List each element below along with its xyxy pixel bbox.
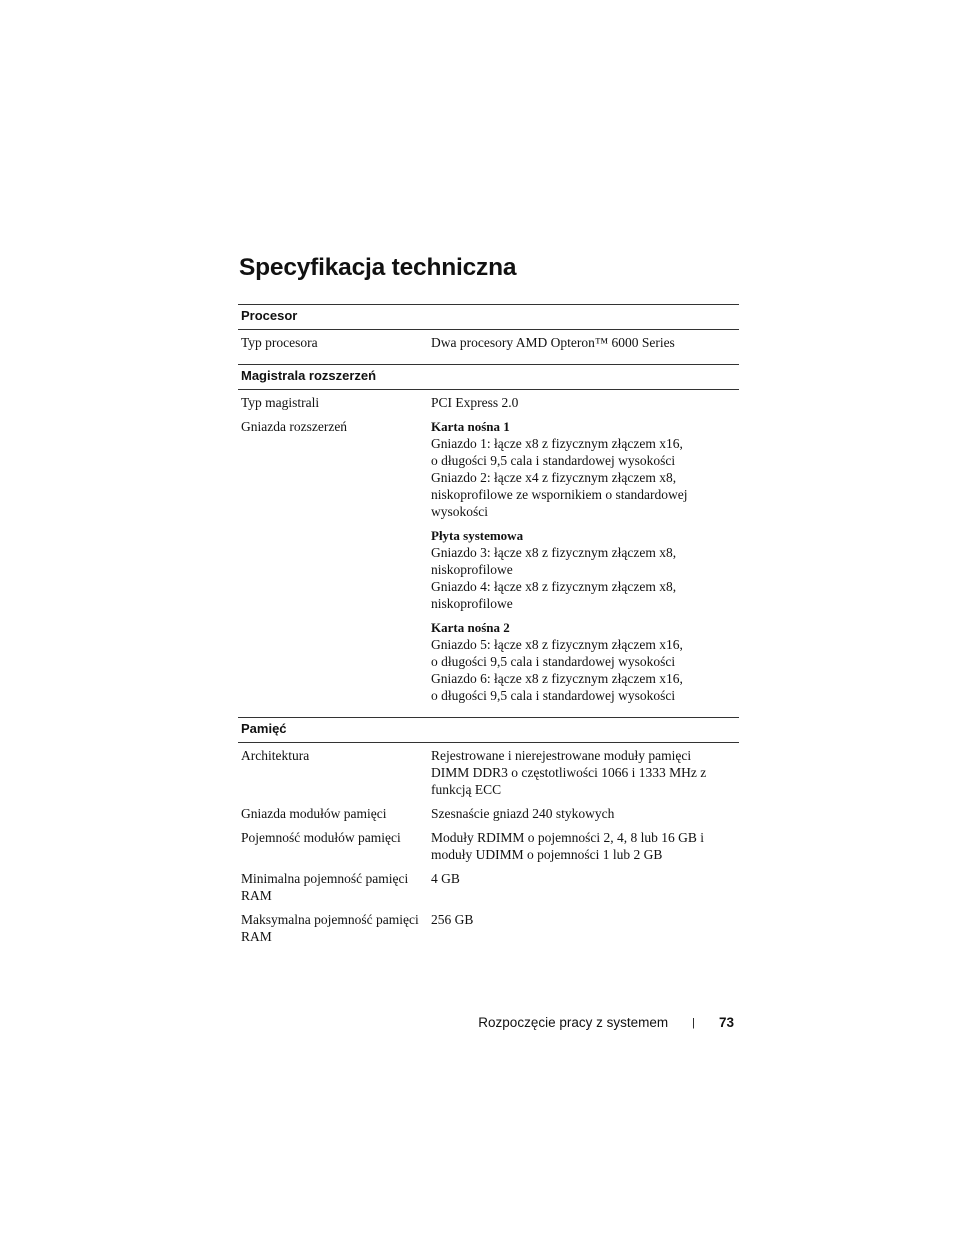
spec-label xyxy=(238,911,431,945)
value-line: o długości 9,5 cala i standardowej wysokości xyxy=(431,688,676,703)
label-line: Typ procesora xyxy=(241,335,318,350)
spec-row-memory-slots xyxy=(238,805,739,822)
spec-table xyxy=(238,304,739,958)
value-line: Gniazdo 4: łącze x8 z fizycznym złączem x8, xyxy=(431,579,677,594)
slot-group-riser-2 xyxy=(431,619,739,704)
value-line: Szesnaście gniazd 240 stykowych xyxy=(431,806,615,821)
value-line: o długości 9,5 cala i standardowej wysokości xyxy=(431,453,676,468)
spec-row-expansion-slots xyxy=(238,418,739,704)
value-line: moduły UDIMM o pojemności 1 lub 2 GB xyxy=(431,847,663,862)
spec-value xyxy=(431,418,739,704)
group-title: Płyta systemowa xyxy=(431,528,524,543)
page-title: Specyfikacja techniczna xyxy=(239,254,517,281)
label-line: Gniazda modułów pamięci xyxy=(241,806,387,821)
spec-value xyxy=(431,870,739,904)
section-header-memory: Pamięć xyxy=(238,718,739,743)
label-line: Minimalna pojemność pamięci xyxy=(241,871,409,886)
spec-label xyxy=(238,334,431,351)
spec-value xyxy=(431,911,739,945)
label-line: RAM xyxy=(241,888,272,903)
value-line: Gniazdo 5: łącze x8 z fizycznym złączem x16, xyxy=(431,637,683,652)
group-title: Karta nośna 1 xyxy=(431,419,510,434)
value-line: funkcją ECC xyxy=(431,782,502,797)
slot-group-system-board xyxy=(431,527,739,612)
value-line: Moduły RDIMM o pojemności 2, 4, 8 lub 16 GB i xyxy=(431,830,705,845)
spec-label xyxy=(238,870,431,904)
section-memory xyxy=(238,717,739,958)
value-line: 4 GB xyxy=(431,871,460,886)
section-header-expansion-bus: Magistrala rozszerzeń xyxy=(238,365,739,390)
value-line: niskoprofilowe xyxy=(431,596,513,611)
value-line: Gniazdo 3: łącze x8 z fizycznym złączem x8, xyxy=(431,545,677,560)
section-header-processor: Procesor xyxy=(238,305,739,330)
footer-chapter-title: Rozpoczęcie pracy z systemem xyxy=(478,1015,669,1030)
spec-row-max-ram xyxy=(238,911,739,945)
value-line: o długości 9,5 cala i standardowej wysokości xyxy=(431,654,676,669)
spec-value xyxy=(431,829,739,863)
value-line: Dwa procesory AMD Opteron™ 6000 Series xyxy=(431,335,675,350)
label-line: RAM xyxy=(241,929,272,944)
spec-value xyxy=(431,747,739,798)
spec-label xyxy=(238,394,431,411)
spec-value xyxy=(431,334,739,351)
value-line: wysokości xyxy=(431,504,488,519)
value-line: niskoprofilowe ze wspornikiem o standardowej xyxy=(431,487,688,502)
label-line: Typ magistrali xyxy=(241,395,320,410)
spec-value xyxy=(431,805,739,822)
page-number: 73 xyxy=(718,1015,734,1030)
label-line: Architektura xyxy=(241,748,310,763)
slot-group-riser-1 xyxy=(431,418,739,520)
spec-row-bus-type xyxy=(238,394,739,411)
spec-label xyxy=(238,829,431,863)
section-processor xyxy=(238,304,739,364)
spec-row-module-capacity xyxy=(238,829,739,863)
value-line: niskoprofilowe xyxy=(431,562,513,577)
spec-row-min-ram xyxy=(238,870,739,904)
group-title: Karta nośna 2 xyxy=(431,620,510,635)
spec-row-processor-type xyxy=(238,334,739,351)
spec-value xyxy=(431,394,739,411)
value-line: DIMM DDR3 o częstotliwości 1066 i 1333 MHz z xyxy=(431,765,707,780)
value-line: PCI Express 2.0 xyxy=(431,395,519,410)
value-line: Gniazdo 6: łącze x8 z fizycznym złączem x16, xyxy=(431,671,683,686)
value-line: 256 GB xyxy=(431,912,474,927)
section-expansion-bus xyxy=(238,364,739,717)
page-footer xyxy=(478,1015,734,1030)
spec-label xyxy=(238,805,431,822)
label-line: Gniazda rozszerzeń xyxy=(241,419,348,434)
label-line: Pojemność modułów pamięci xyxy=(241,830,401,845)
spec-label xyxy=(238,747,431,798)
value-line: Gniazdo 2: łącze x4 z fizycznym złączem x8, xyxy=(431,470,677,485)
spec-label xyxy=(238,418,431,704)
value-line: Rejestrowane i nierejestrowane moduły pamięci xyxy=(431,748,692,763)
label-line: Maksymalna pojemność pamięci xyxy=(241,912,419,927)
value-line: Gniazdo 1: łącze x8 z fizycznym złączem x16, xyxy=(431,436,683,451)
spec-row-architecture xyxy=(238,747,739,798)
footer-separator: | xyxy=(692,1016,695,1029)
